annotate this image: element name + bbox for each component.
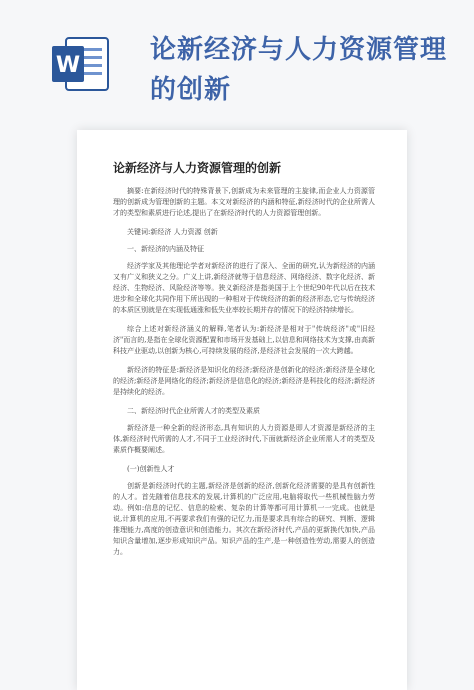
body-paragraph: 经济学家及其他理论学者对新经济的进行了深入、全面的研究,认为新经济的内涵又有广义和狭义之分。广义上讲,新经济就等于信息经济、网络经济、数字化经济、新经济、生物经济、风险经济等等。狭义新经济是指美国于上个世纪90年代以后在技术进步和全球化共同作用下所出现的一种相对于传统经济的新的经济形态,它与传统经济的本质区别就是在实现低通涨和低失业率较长期并存的情况下的经济持续增长。 xyxy=(113,262,375,314)
body-paragraph: 创新是新经济时代的主题,新经济是创新的经济,创新化经济需要的是具有创新性的人才。首先随着信息技术的发展,计算机的广泛应用,电脑将取代一些机械性脑力劳动。例如:信息的记忆、信息的检索、复杂的计算等都可用计算机一一完成。也就是说,计算机的应用,不再要求我们有强的记忆力,而是要求具有综合的研究、判断、逻辑推理能力,高度的创造意识和创造能力。其次在新经济时代,产品的更新换代加快,产品知识含量增加,逐步形成知识产品。知识产品的生产,是一种创造性劳动,需要人的创造力。 xyxy=(113,482,375,556)
abstract-paragraph: 摘要:在新经济时代的特殊背景下,创新成为未来管理的主旋律,而企业人力资源管理的创新成为管理创新的主题。本文对新经济的内涵和特征,新经济时代的企业所需人才的类型和素质进行论述,提出了在新经济时代的人力资源管理创新。 xyxy=(113,187,375,217)
document-body xyxy=(113,160,375,566)
word-icon xyxy=(48,32,112,96)
keywords-line: 关键词:新经济 人力资源 创新 xyxy=(127,228,218,236)
page-title: 论新经济与人力资源管理的创新 xyxy=(150,35,448,105)
section-heading: 一、新经济的内涵及特征 xyxy=(127,245,204,253)
document-page xyxy=(77,130,407,690)
body-paragraph: 新经济的特征是:新经济是知识化的经济;新经济是创新化的经济;新经济是全球化的经济;新经济是网络化的经济;新经济是信息化的经济;新经济是科技化的经济;新经济是持续化的经济。 xyxy=(113,366,375,396)
subsection-heading: (一)创新性人才 xyxy=(127,465,175,473)
document-title: 论新经济与人力资源管理的创新 xyxy=(113,161,282,175)
body-paragraph: 新经济是一种全新的经济形态,具有知识的人力资源是即人才资源是新经济的主体,新经济时代所需的人才,不同于工业经济时代,下面就新经济企业所需人才的类型及素质作概要阐述。 xyxy=(113,424,375,454)
svg-text:W: W xyxy=(55,53,81,78)
section-heading: 二、新经济时代企业所需人才的类型及素质 xyxy=(127,407,260,415)
body-paragraph: 综合上述对新经济涵义的解释,笔者认为:新经济是相对于"传统经济"或"旧经济"而言的,是指在全球化资源配置和市场开发基础上,以信息和网络技术为支撑,由高新科技产业驱动,以创新为核心,可持续发展的经济,是经济社会发展的一次大跨越。 xyxy=(113,325,375,355)
header-banner xyxy=(0,0,474,120)
